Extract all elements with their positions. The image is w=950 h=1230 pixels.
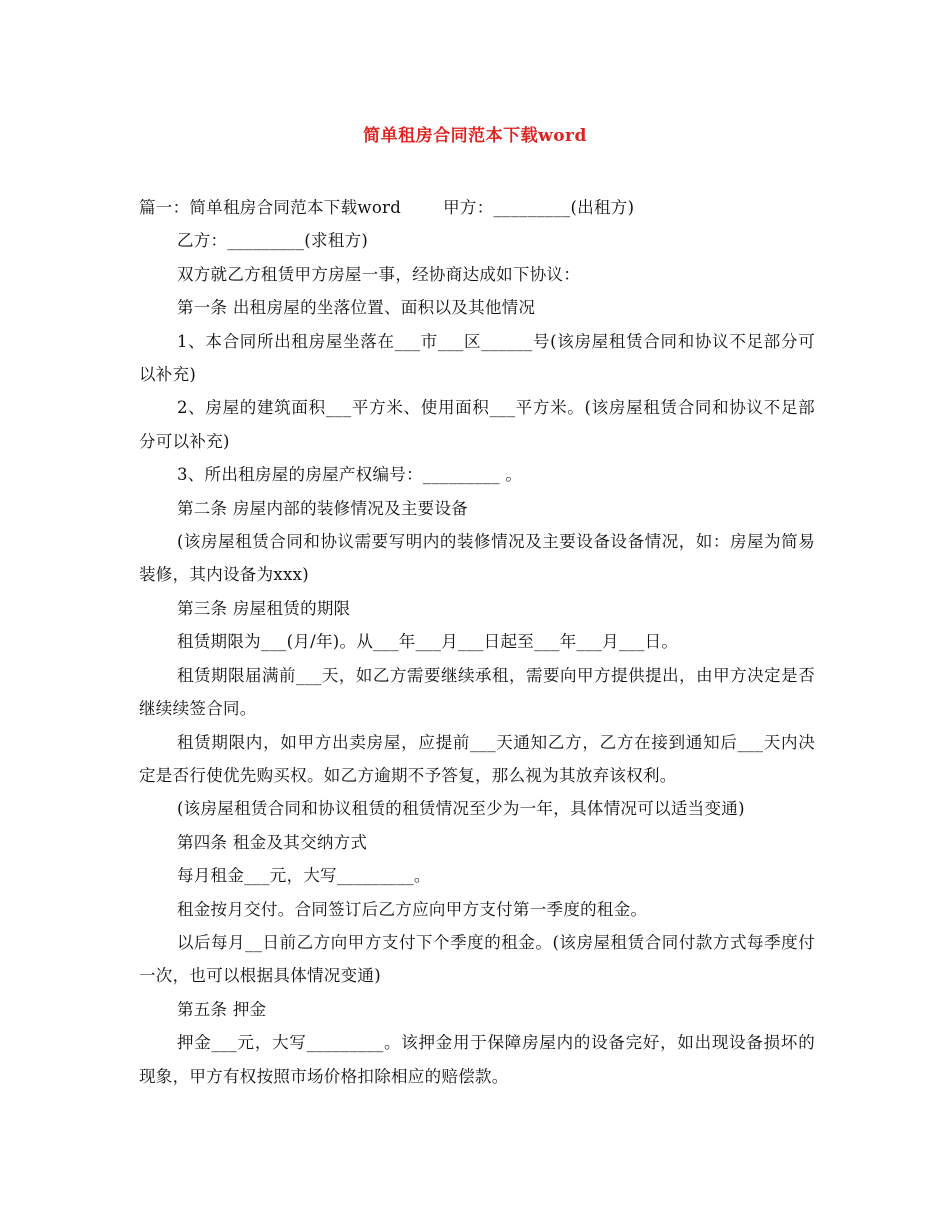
paragraph: 1、本合同所出租房屋坐落在___市___区______号(该房屋租赁合同和协议不足部分可以补充) (139, 331, 815, 385)
paragraph: 双方就乙方租赁甲方房屋一事，经协商达成如下协议： (176, 264, 581, 284)
header-right: 甲方：_________(出租方) (443, 198, 635, 217)
paragraph: 押金___元，大写_________。该押金用于保障房屋内的设备完好，如出现设备损坏的现象，甲方有权按照市场价格扣除相应的赔偿款。 (139, 1033, 815, 1086)
paragraph: 每月租金___元，大写_________。 (176, 866, 431, 886)
paragraph: 租赁期限内，如甲方出卖房屋，应提前___天通知乙方，乙方在接到通知后___天内决定是否行使优先购买权。如乙方逾期不予答复，那么视为其放弃该权利。 (139, 732, 815, 785)
section-heading: 第二条 房屋内部的装修情况及主要设备 (176, 498, 469, 518)
section-heading: 第四条 租金及其交纳方式 (176, 832, 368, 852)
paragraph: 乙方：_________(求租方) (176, 231, 369, 251)
paragraph: (该房屋租赁合同和协议租赁的租赁情况至少为一年，具体情况可以适当变通) (176, 799, 745, 819)
paragraph: 租赁期限届满前___天，如乙方需要继续承租，需要向甲方提供提出，由甲方决定是否继续续签合同。 (139, 665, 815, 719)
section-heading: 第五条 押金 (176, 999, 267, 1019)
section-heading: 第三条 房屋租赁的期限 (176, 598, 351, 618)
paragraph: 租赁期限为___(月/年)。从___年___月___日起至___年___月___日。 (176, 632, 679, 652)
header-left: 篇一：简单租房合同范本下载word (139, 198, 402, 217)
document-body (139, 191, 815, 1093)
paragraph: 3、所出租房屋的房屋产权编号：_________ 。 (176, 465, 523, 485)
paragraph: 租金按月交付。合同签订后乙方应向甲方支付第一季度的租金。 (176, 899, 648, 919)
document-title: 简单租房合同范本下载word (363, 126, 587, 146)
section-heading: 第一条 出租房屋的坐落位置、面积以及其他情况 (176, 298, 536, 318)
paragraph: 以后每月__日前乙方向甲方支付下个季度的租金。(该房屋租赁合同付款方式每季度付一次，也可以根据具体情况变通) (139, 932, 815, 986)
header-line (139, 191, 815, 224)
paragraph: 2、房屋的建筑面积___平方米、使用面积___平方米。(该房屋租赁合同和协议不足部分可以补充) (139, 398, 815, 451)
paragraph: (该房屋租赁合同和协议需要写明内的装修情况及主要设备设备情况，如：房屋为简易装修，其内设备为xxx) (139, 532, 815, 585)
